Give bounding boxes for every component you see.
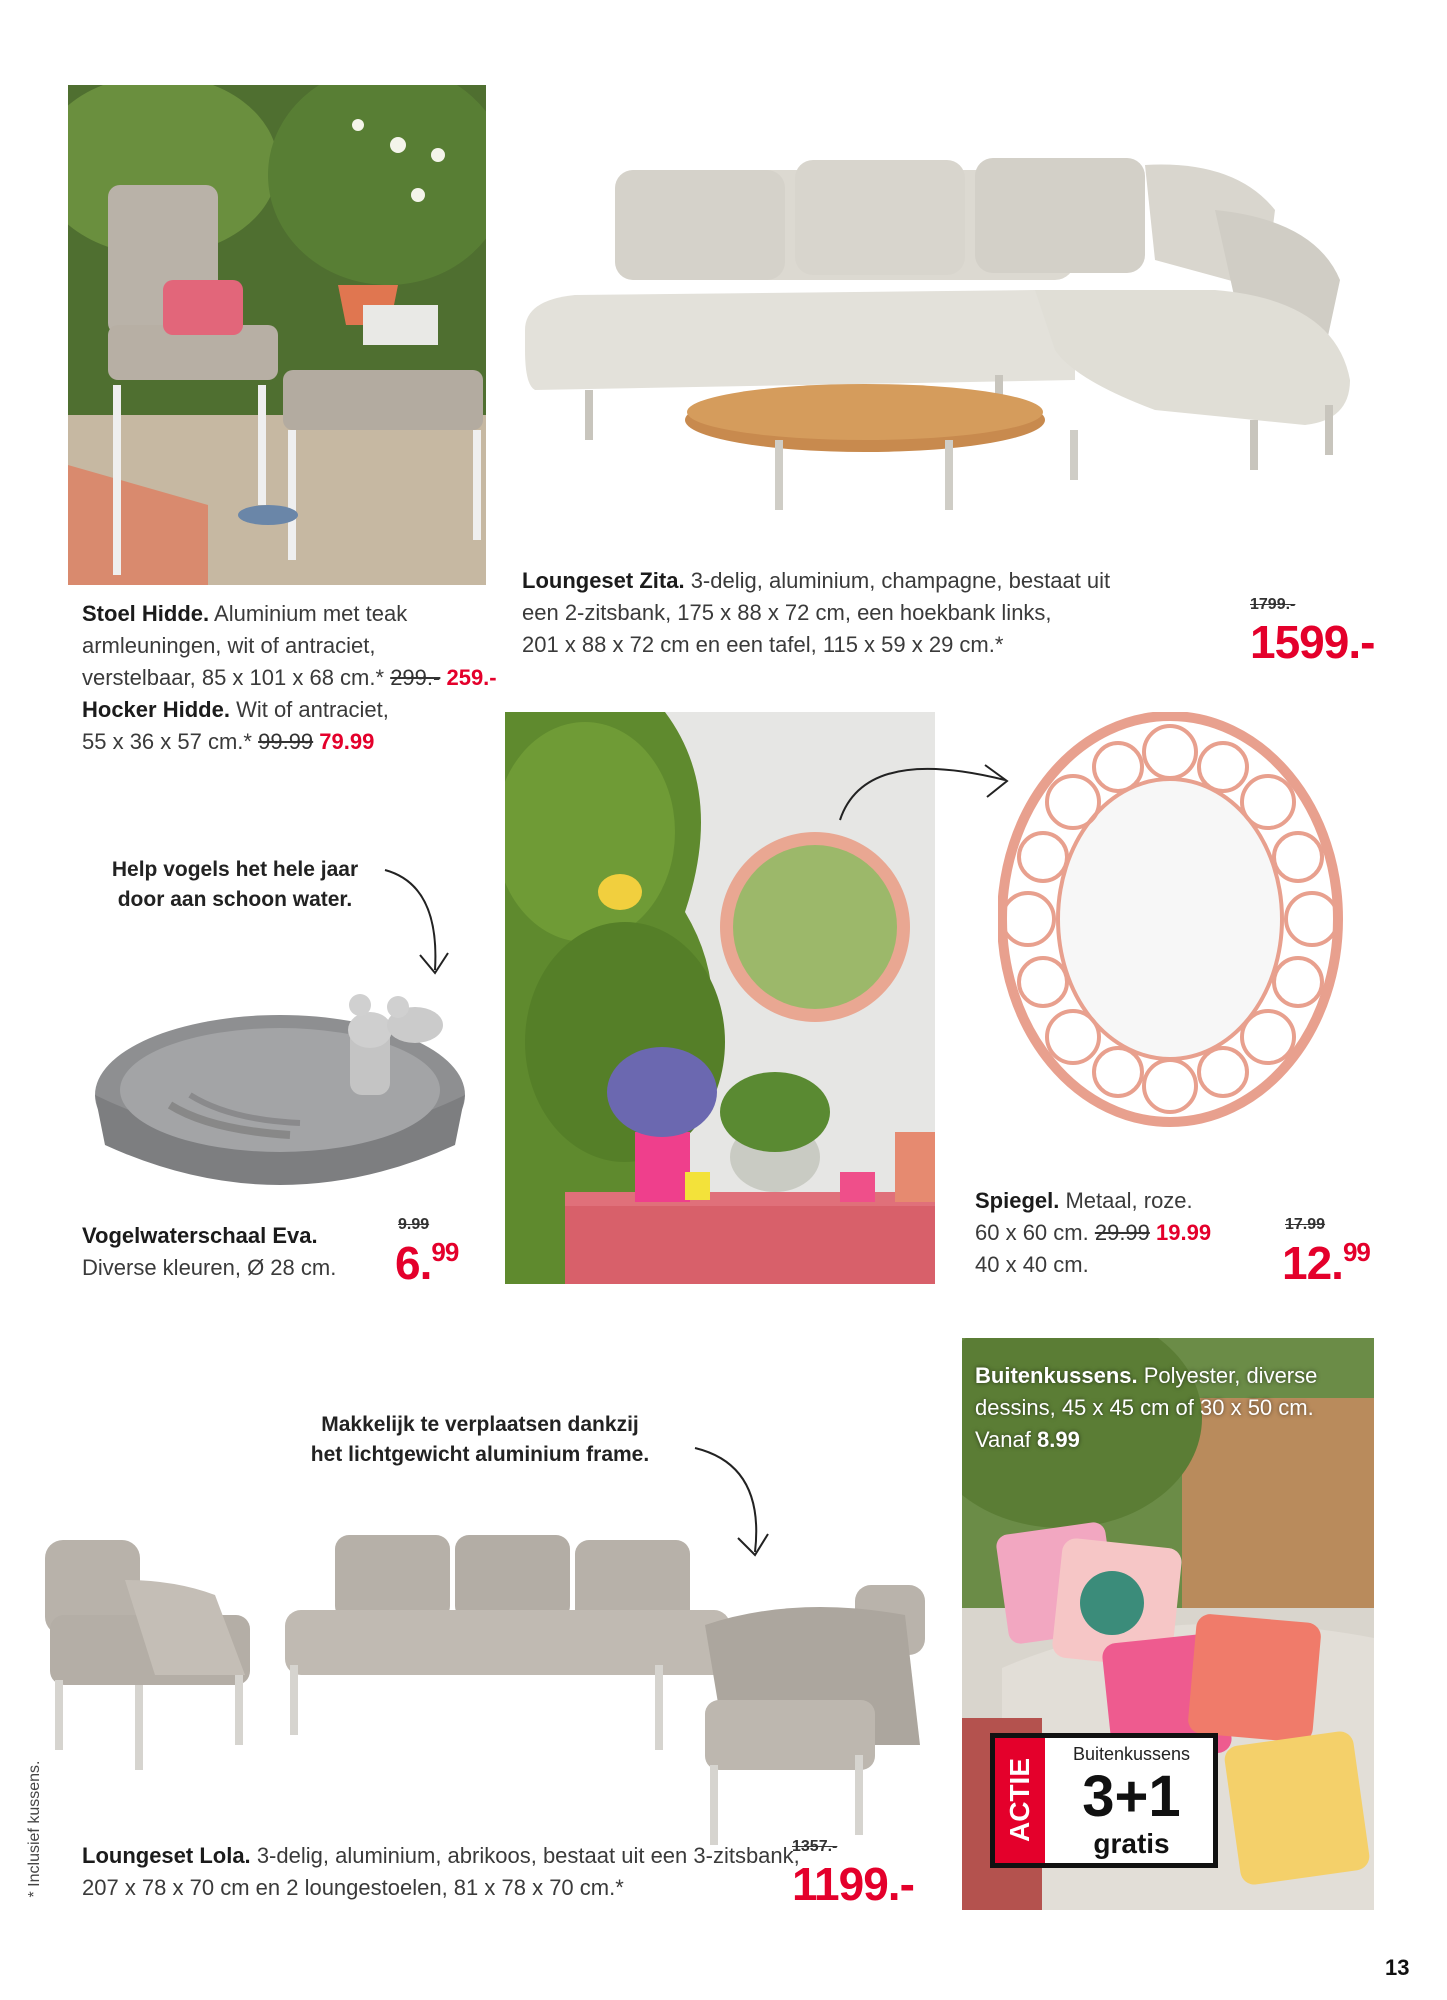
spiegel-old-price: 29.99: [1094, 1220, 1150, 1245]
hocker-hidde-old-price: 99.99: [258, 729, 314, 754]
spiegel-line3: 40 x 40 cm.: [975, 1252, 1089, 1277]
kussens-line3: Vanaf: [975, 1427, 1031, 1452]
spiegel-price-int: 12.: [1282, 1237, 1343, 1289]
lola-old-price: 1357.-: [792, 1838, 838, 1855]
zita-old-price: 1799.-: [1250, 596, 1296, 613]
zita-line3: 201 x 88 x 72 cm en een tafel, 115 x 59 x 29 cm.*: [522, 632, 1004, 657]
badge-offer: 3+1: [1082, 1764, 1181, 1829]
hocker-hidde-line1: Wit of antraciet,: [236, 697, 389, 722]
birds-note-line1: Help vogels het hele jaar: [111, 858, 359, 881]
eva-price: [395, 1236, 458, 1290]
vogelwaterschaal-eva-description: [82, 1220, 382, 1284]
loungeset-zita-description: [522, 565, 1182, 661]
birds-note: [85, 855, 385, 915]
loungeset-lola-photo: [35, 1525, 945, 1855]
buitenkussens-description: [975, 1360, 1370, 1456]
side-note: * Inclusief kussens.: [26, 1760, 43, 1898]
lola-line2: 207 x 78 x 70 cm en 2 loungestoelen, 81 x 78 x 70 cm.*: [82, 1875, 624, 1900]
lola-note-line2: het lichtgewicht aluminium frame.: [310, 1443, 650, 1466]
pink-mirror-image: [998, 712, 1343, 1127]
spiegel-old-price-large: 17.99: [1285, 1216, 1326, 1233]
kussens-price: 8.99: [1036, 1427, 1080, 1452]
kussens-line1: Polyester, diverse: [1143, 1363, 1318, 1388]
spiegel-description: [975, 1185, 1235, 1281]
lola-price: 1199.-: [792, 1858, 914, 1910]
actie-badge: [990, 1733, 1218, 1868]
badge-free: gratis: [1093, 1828, 1170, 1859]
stoel-hidde-line2: armleuningen, wit of antraciet,: [82, 633, 376, 658]
stoel-hidde-line1: Aluminium met teak: [214, 601, 408, 626]
spiegel-price: 19.99: [1156, 1220, 1212, 1245]
spiegel-title: Spiegel.: [975, 1188, 1060, 1213]
badge-label: Buitenkussens: [1072, 1744, 1191, 1764]
stoel-hidde-description: [82, 598, 502, 758]
stoel-hidde-photo: [68, 85, 486, 585]
eva-old-price: 9.99: [398, 1216, 430, 1233]
hocker-hidde-title: Hocker Hidde.: [82, 697, 230, 722]
kussens-line2: dessins, 45 x 45 cm of 30 x 50 cm.: [975, 1395, 1314, 1420]
birds-note-line2: door aan schoon water.: [117, 888, 353, 911]
lola-note-line1: Makkelijk te verplaatsen dankzij: [321, 1413, 639, 1436]
eva-price-int: 6.: [395, 1237, 432, 1289]
eva-line1: Diverse kleuren, Ø 28 cm.: [82, 1255, 337, 1280]
spiegel-price-dec: 99: [1342, 1237, 1370, 1267]
zita-line2: een 2-zitsbank, 175 x 88 x 72 cm, een hoekbank links,: [522, 600, 1052, 625]
loungeset-zita-photo: [515, 150, 1360, 530]
hocker-hidde-line2: 55 x 36 x 57 cm.*: [82, 729, 252, 754]
curved-arrow-icon: [835, 735, 1025, 825]
stoel-hidde-price: 259.-: [446, 665, 497, 690]
eva-price-dec: 99: [431, 1237, 459, 1267]
lola-title: Loungeset Lola.: [82, 1843, 251, 1868]
spiegel-line1: Metaal, roze.: [1065, 1188, 1193, 1213]
stoel-hidde-title: Stoel Hidde.: [82, 601, 210, 626]
loungeset-lola-description: [82, 1840, 802, 1904]
stoel-hidde-line3: verstelbaar, 85 x 101 x 68 cm.*: [82, 665, 385, 690]
lola-note: [290, 1410, 670, 1470]
zita-title: Loungeset Zita.: [522, 568, 685, 593]
bird-bath-image: [90, 985, 470, 1215]
kussens-title: Buitenkussens.: [975, 1363, 1138, 1388]
spiegel-price-large: [1282, 1236, 1370, 1290]
hocker-hidde-price: 79.99: [319, 729, 375, 754]
zita-line1: 3-delig, aluminium, champagne, bestaat uit: [690, 568, 1111, 593]
page-number: 13: [1385, 1955, 1410, 1980]
eva-title: Vogelwaterschaal Eva.: [82, 1223, 318, 1248]
spiegel-line2: 60 x 60 cm.: [975, 1220, 1089, 1245]
curved-arrow-icon: [380, 865, 460, 985]
actie-tag: [995, 1738, 1045, 1863]
stoel-hidde-old-price: 299.-: [390, 665, 441, 690]
zita-price: 1599.-: [1250, 616, 1375, 668]
lola-line1: 3-delig, aluminium, abrikoos, bestaat uit een 3-zitsbank,: [256, 1843, 800, 1868]
actie-tag-label: ACTIE: [1004, 1758, 1035, 1842]
